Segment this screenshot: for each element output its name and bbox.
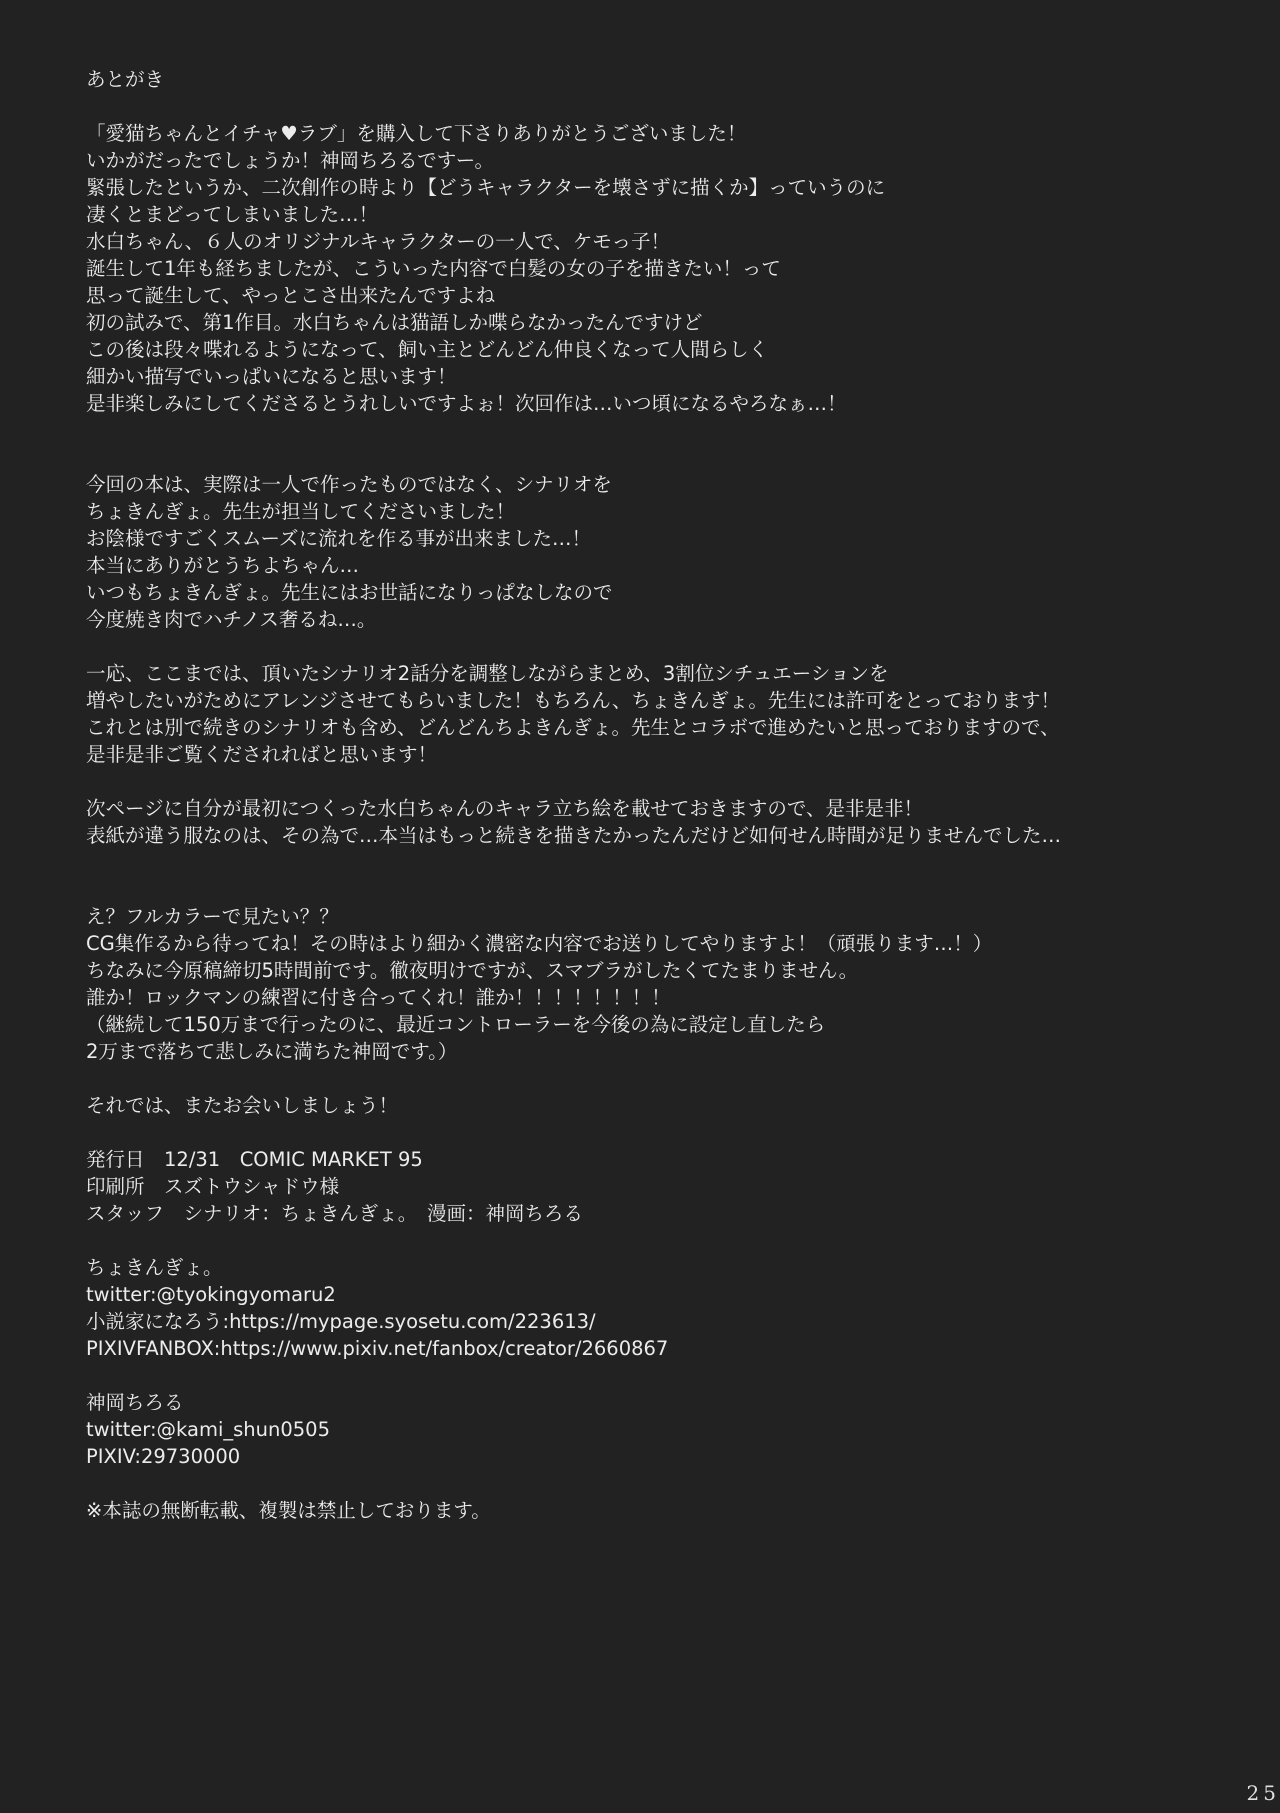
- text-line: 表紙が違う服なのは、その為で…本当はもっと続きを描きたかったんだけど如何せん時間が足りませんでした…: [86, 824, 1062, 847]
- author-link: 小説家になろう:https://mypage.syosetu.com/223613/: [86, 1310, 596, 1333]
- notice-line: ※本誌の無断転載、複製は禁止しております。: [86, 1499, 491, 1522]
- page-number: 25: [1246, 1781, 1280, 1805]
- text-line: 一応、ここまでは、頂いたシナリオ2話分を調整しながらまとめ、3割位シチュエーションを: [86, 662, 889, 685]
- colophon-line: 印刷所 スズトウシャドウ様: [86, 1175, 340, 1198]
- section-scenario-credit: [86, 471, 1236, 633]
- text-line: ちなみに今原稿締切5時間前です。徹夜明けですが、スマブラがしたくてたまりません。: [86, 959, 859, 982]
- text-line: 是非楽しみにしてくださるとうれしいですよぉ！次回作は…いつ頃になるやろなぁ…！: [86, 392, 847, 415]
- text-line: いつもちょきんぎょ。先生にはお世話になりっぱなしなので: [86, 581, 613, 604]
- text-line: ちょきんぎょ。先生が担当してくださいました！: [86, 500, 516, 523]
- afterword-heading: あとがき: [86, 68, 165, 91]
- text-line: え？フルカラーで見たい？？: [86, 905, 339, 928]
- text-line: 初の試みで、第1作目。水白ちゃんは猫語しか喋らなかったんですけど: [86, 311, 703, 334]
- text-line: 誕生して1年も経ちましたが、こういった内容で白髪の女の子を描きたい！って: [86, 257, 781, 280]
- section-thanks: [86, 120, 1236, 417]
- author-link: twitter:@tyokingyomaru2: [86, 1283, 336, 1306]
- text-line: 細かい描写でいっぱいになると思います！: [86, 365, 457, 388]
- afterword-page: [86, 66, 1236, 1524]
- author-name: 神岡ちろる: [86, 1391, 184, 1414]
- text-line: 是非是非ご覧くだされればと思います！: [86, 743, 438, 766]
- text-line: 「愛猫ちゃんとイチャ♥ラブ」を購入して下さりありがとうございました！: [86, 122, 747, 145]
- text-line: 今回の本は、実際は一人で作ったものではなく、シナリオを: [86, 473, 612, 496]
- colophon-line: 発行日 12/31 COMIC MARKET 95: [86, 1148, 423, 1171]
- text-line: 誰か！ロックマンの練習に付き合ってくれ！誰か！！！！！！！！: [86, 986, 671, 1009]
- author-link: PIXIVFANBOX:https://www.pixiv.net/fanbox/creator/2660867: [86, 1337, 669, 1360]
- section-next-page: [86, 795, 1236, 849]
- text-line: これとは別で続きのシナリオも含め、どんどんちよきんぎょ。先生とコラボで進めたいと思っておりますので、: [86, 716, 1060, 739]
- notices: [86, 1497, 1236, 1524]
- text-line: CG集作るから待ってね！その時はより細かく濃密な内容でお送りしてやりますよ！（頑張ります…！）: [86, 932, 993, 955]
- text-line: 思って誕生して、やっとこさ出来たんですよね: [86, 284, 496, 307]
- text-line: 今度焼き肉でハチノス奢るね…。: [86, 608, 377, 631]
- farewell-line: それでは、またお会いしましょう！: [86, 1094, 399, 1117]
- author-link: twitter:@kami_shun0505: [86, 1418, 330, 1441]
- colophon-line: スタッフ シナリオ：ちょきんぎょ。 漫画：神岡ちろる: [86, 1202, 584, 1225]
- author-info-scenario: [86, 1254, 1236, 1362]
- text-line: 次ページに自分が最初につくった水白ちゃんのキャラ立ち絵を載せておきますので、是非是非！: [86, 797, 923, 820]
- text-line: この後は段々喋れるようになって、飼い主とどんどん仲良くなって人間らしく: [86, 338, 769, 361]
- text-line: 本当にありがとうちよちゃん…: [86, 554, 360, 577]
- text-line: いかがだったでしょうか！神岡ちろるですー。: [86, 149, 494, 172]
- text-line: 水白ちゃん、６人のオリジナルキャラクターの一人で、ケモっ子！: [86, 230, 671, 253]
- author-link: PIXIV:29730000: [86, 1445, 241, 1468]
- text-line: お陰様ですごくスムーズに流れを作る事が出来ました…！: [86, 527, 592, 550]
- text-line: 2万まで落ちて悲しみに満ちた神岡です。）: [86, 1040, 458, 1063]
- colophon: [86, 1146, 1236, 1227]
- text-line: 凄くとまどってしまいました…！: [86, 203, 379, 226]
- text-line: 増やしたいがためにアレンジさせてもらいました！もちろん、ちょきんぎょ。先生には許可をとっております！: [86, 689, 1061, 712]
- author-name: ちょきんぎょ。: [86, 1256, 223, 1279]
- section-arrangement: [86, 660, 1236, 768]
- text-line: （継続して150万まで行ったのに、最近コントローラーを今後の為に設定し直したら: [86, 1013, 826, 1036]
- author-info-artist: [86, 1389, 1236, 1470]
- text-line: 緊張したというか、二次創作の時より【どうキャラクターを壊さずに描くか】っていうのに: [86, 176, 886, 199]
- section-full-color: [86, 903, 1236, 1065]
